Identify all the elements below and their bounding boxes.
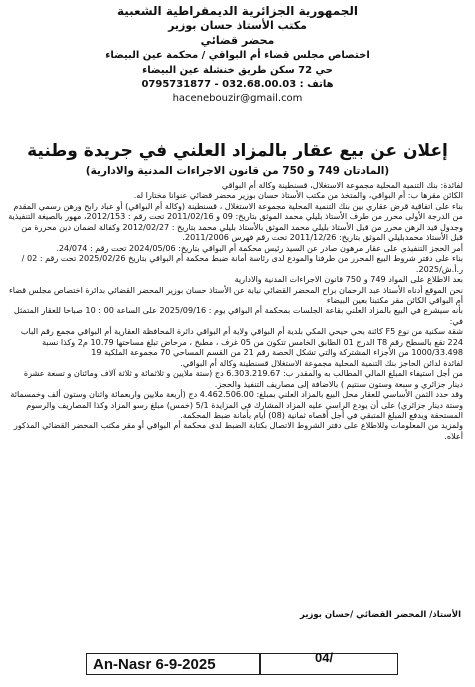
notice-body xyxy=(8,180,463,441)
body-paragraph: بعد الاطلاع على المواد 749 و 750 قانون الاجراءات المدنية والادارية xyxy=(234,274,463,285)
body-paragraph: نحن الموقع أدناه الأستاذ عبد الرحمان براح المحضر القضائي نيابة عن الأستاذ حسان بوزير المحضر القضائي بدائرة اختصاص مجلس قضاء أم البواقي الكائن مقر مكتبنا بعين البيضاء xyxy=(8,284,463,305)
body-paragraph: لفائدة: بنك التنمية المحلية مجموعة الاستغلال، قسنطينة وكالة أم البواقي xyxy=(221,180,463,190)
body-paragraph: شقة سكنية من نوع F5 كائنة بحي حيحي المكي بلدية أم البواقي ولاية أم البواقي دائرة المحافظة العقارية أم البواقي مجمع رقم الباب 224 تقع بالسطح رقم T8 الدرج 01 الطابق الخامس تتكون من 05 غرف ، مطبخ ، مرحاض تبلغ مساحتها 10.79 م2 وكذا نسبة 1000/33.498 من الأجزاء المشتركة والتي تشكل الحصة رقم 21 من القسم المساحي 70 مجموعة الملكية 19 xyxy=(20,326,463,358)
header-role: محضر قضائي xyxy=(200,34,275,47)
header-address: حي 72 سكن طريق خنشلة عين البيضاء xyxy=(142,65,333,76)
footer-divider xyxy=(259,654,261,674)
notice-title: إعلان عن بيع عقار بالمزاد العلني في جريدة وطنية xyxy=(27,141,448,161)
header-email: hacenebouzir@gmail.com xyxy=(172,93,303,104)
legal-notice xyxy=(6,4,469,644)
body-paragraph: بناء على اتفاقية قرض عقاري بين بنك التنمية المحلية مجموعة الاستغلال ، قسنطينة (وكالة أم البواقي) أو عباد رابح ورهن رسمي المقدم من الدرجة الأولى محرر من طرف الأستاذ بليلي محمد الموثق بتاريخ: 09 و 2011/02/16 تحت رقم : 2012/153، مهور بالصيغة التنفيذية وجدول قيد الرهن محرر من قبل الأستاذ بليلي محمد الموثق بالأستاذ بليلي محمد بتاريخ : 2012/02/27 وكفالة لضمان دين محررة من قبل الأستاذ محمدبليلي الموثق بتاريخ: 2011/12/26 تحت رقم فهرس 2011/2006. xyxy=(8,200,463,243)
header-office: مكتب الأستاذ حسان بوزير xyxy=(168,19,307,32)
header-phone: هاتف : 032.68.00.03 - 0795731877 xyxy=(141,79,334,90)
body-paragraph: بناء على دفتر شروط البيع المحرر من طرفنا والمودع لدى رئاسة أمانة ضبط محكمة أم البواقي بتاريخ 2025/02/26 تحت رقم : 02 / ر.أ.ش/2025. xyxy=(21,253,463,274)
body-paragraph: لفائدة لدائن الحاجز بنك التنمية المحلية مجموعة الاستغلال قسنطينة وكالة أم البواقي. xyxy=(180,357,463,368)
signature: الأستاذ/ المحضر القضائي /حسان بوزير xyxy=(300,610,461,620)
body-paragraph: ولمزيد من المعلومات وللاطلاع على دفتر الشروط الاتصال بكتابة الضبط لدى محكمة أم البواقي أو مقر مكتب المحضر القضائي المذكور أعلاه. xyxy=(13,420,463,441)
body-paragraph: من أجل استيفاء المبلغ المالي المطالب به والمقدر ب: 6.303.219.67 دج (ستة ملايين و ثلاثمائة و ثلاثة آلاف ومائتان و تسعة عشرة دينار جزائري و سبعة وستون سنتيم ) بالاضافة إلى مصاريف التنفيذ والحجز. xyxy=(23,368,463,389)
header-republic: الجمهورية الجزائرية الديمقراطية الشعبية xyxy=(116,4,359,18)
body-paragraph: الكائن مقرها ب: أم البواقي، والمتخذ من مكتب الأستاذ حسان بوزير محضر قضائي عنوانا مختارا له. xyxy=(133,190,463,201)
notice-subtitle: (المادتان 749 و 750 من قانون الاجراءات المدنية والادارية) xyxy=(85,165,390,177)
body-paragraph: بأنه سيشرع في البيع بالمزاد العلني بقاعة الجلسات بمحكمة أم البواقي يوم : 2025/09/16 على الساعة 00 : 10 صباحا للعقار المتمثل في: xyxy=(13,305,463,326)
body-paragraph: وقد حدد الثمن الأساسي للعقار محل البيع بالمزاد العلني بمبلغ: 4.462.506.00 دج (أربعة ملايين واربعمائة واثنان وستون ألف وخمسمائة وستة دينار جزائري) على أن يودع الراسي عليه المزاد المشارك في المزايدة 5/1 (خمس) مبلغ رسو المزاد وكذا المصاريف والرسوم المستحقة ويدفع المبلغ المتبقي في أجل أقصاه ثمانية (08) أيام بأمانة ضبط المحكمة. xyxy=(10,389,463,420)
body-paragraph: أمر الحجز التنفيذي على عقار مرهون صادر عن السيد رئيس محكمة أم البواقي بتاريخ: 2024/05/06 تحت رقم : 24/074. xyxy=(56,242,463,253)
newspaper-footer xyxy=(86,650,398,675)
newspaper-name-date: An-Nasr 6-9-2025 xyxy=(93,655,216,673)
page-number: 04/ xyxy=(315,650,334,665)
header-jurisdiction: اختصاص مجلس قضاء أم البواقي / محكمة عين البيضاء xyxy=(105,50,370,61)
